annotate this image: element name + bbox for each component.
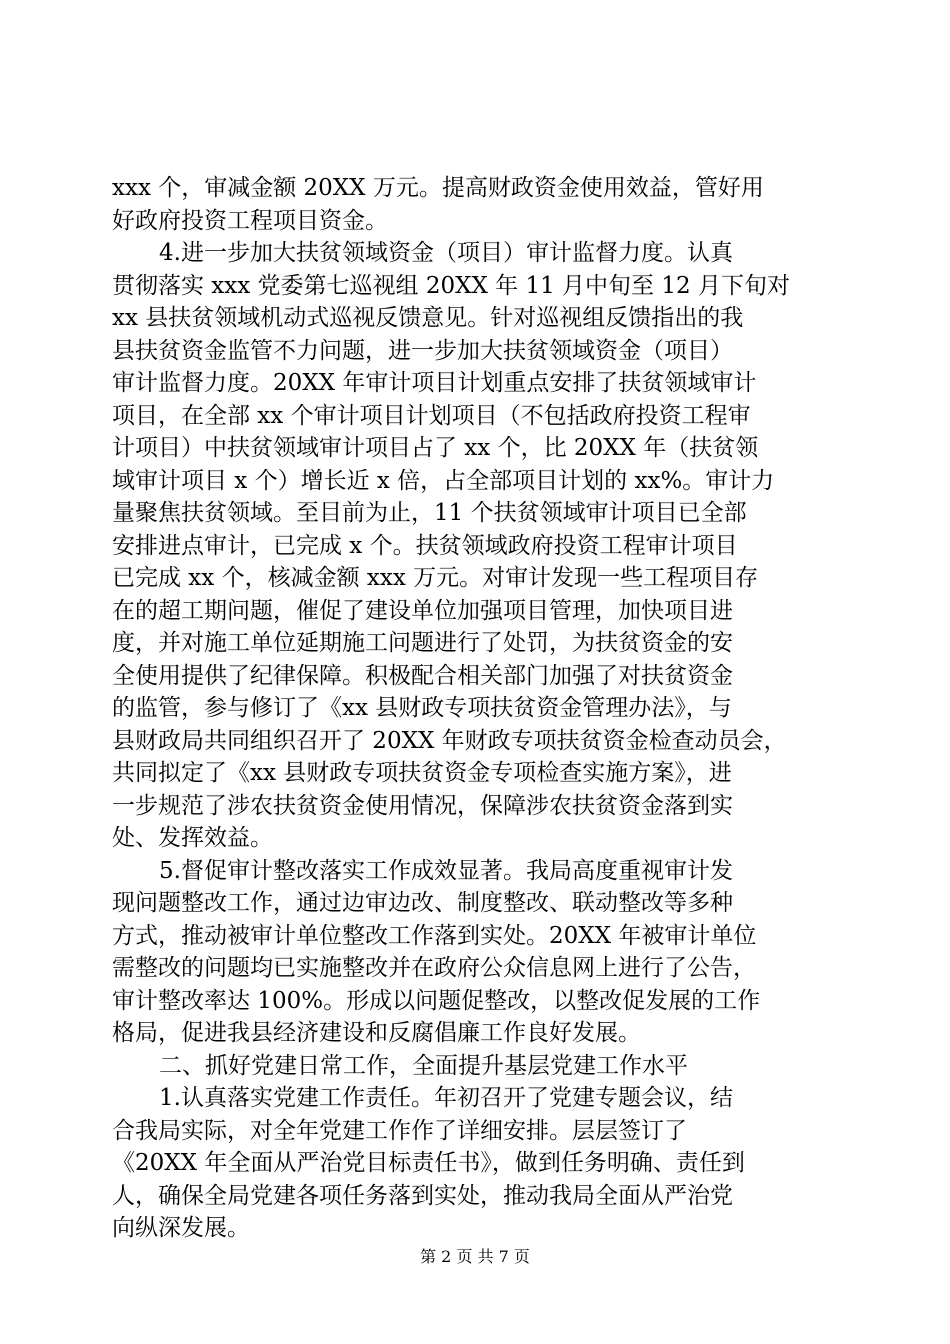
text-line: 1.认真落实党建工作责任。年初召开了党建专题会议，结 [159, 1085, 733, 1111]
text-line: xx 县扶贫领域机动式巡视反馈意见。针对巡视组反馈指出的我 [112, 305, 744, 331]
text-line: 全使用提供了纪律保障。积极配合相关部门加强了对扶贫资金 [112, 662, 733, 689]
section-heading: 二、抓好党建日常工作，全面提升基层党建工作水平 [159, 1052, 688, 1079]
text-line: 一步规范了涉农扶贫资金使用情况，保障涉农扶贫资金落到实 [112, 792, 733, 819]
text-line: 县扶贫资金监管不力问题，进一步加大扶贫领域资金（项目） [112, 337, 733, 364]
text-line: 在的超工期问题，催促了建设单位加强项目管理，加快项目进 [112, 597, 733, 624]
text-line: 人，确保全局党建各项任务落到实处，推动我局全面从严治党 [112, 1182, 733, 1209]
text-line: 县财政局共同组织召开了 20XX 年财政专项扶贫资金检查动员会， [112, 727, 787, 754]
text-line: 项目，在全部 xx 个审计项目计划项目（不包括政府投资工程审 [112, 402, 751, 429]
text-line: 安排进点审计，已完成 x 个。扶贫领域政府投资工程审计项目 [112, 532, 738, 559]
text-line: 量聚焦扶贫领域。至目前为止，11 个扶贫领域审计项目已全部 [112, 500, 747, 526]
text-line: 5.督促审计整改落实工作成效显著。我局高度重视审计发 [159, 857, 733, 884]
text-line: 的监管，参与修订了《xx 县财政专项扶贫资金管理办法》，与 [112, 695, 732, 721]
text-line: 合我局实际，对全年党建工作作了详细安排。层层签订了 [112, 1117, 687, 1144]
text-line: 现问题整改工作，通过边审边改、制度整改、联动整改等多种 [112, 890, 733, 916]
text-line: 审计监督力度。20XX 年审计项目计划重点安排了扶贫领域审计 [112, 370, 757, 396]
text-line: 需整改的问题均已实施整改并在政府公众信息网上进行了公告， [112, 955, 756, 981]
text-line: 已完成 xx 个，核减金额 xxx 万元。对审计发现一些工程项目存 [112, 565, 759, 591]
text-line: 审计整改率达 100%。形成以问题促整改，以整改促发展的工作 [112, 987, 761, 1014]
text-line: 向纵深发展。 [112, 1215, 250, 1241]
text-line: 共同拟定了《xx 县财政专项扶贫资金专项检查实施方案》，进 [112, 760, 732, 786]
text-line: 格局，促进我县经济建设和反腐倡廉工作良好发展。 [112, 1020, 641, 1046]
text-line: 《20XX 年全面从严治党目标责任书》，做到任务明确、责任到 [112, 1150, 745, 1176]
page-number-label: 第 2 页 共 7 页 [420, 1247, 530, 1266]
text-line: 方式，推动被审计单位整改工作落到实处。20XX 年被审计单位 [112, 922, 757, 949]
text-line: 贯彻落实 xxx 党委第七巡视组 20XX 年 11 月中旬至 12 月下旬对 [112, 272, 790, 299]
text-line: xxx 个，审减金额 20XX 万元。提高财政资金使用效益，管好用 [112, 175, 764, 201]
text-line: 度，并对施工单位延期施工问题进行了处罚，为扶贫资金的安 [112, 630, 733, 656]
text-line: 处、发挥效益。 [112, 825, 273, 851]
text-line: 好政府投资工程项目资金。 [112, 207, 388, 234]
text-line: 计项目）中扶贫领域审计项目占了 xx 个，比 20XX 年（扶贫领 [112, 435, 759, 461]
document-body [112, 172, 846, 1245]
text-line: 域审计项目 x 个）增长近 x 倍，占全部项目计划的 xx%。审计力 [112, 467, 775, 494]
page-footer [0, 1244, 950, 1267]
text-line: 4.进一步加大扶贫领域资金（项目）审计监督力度。认真 [159, 240, 733, 266]
